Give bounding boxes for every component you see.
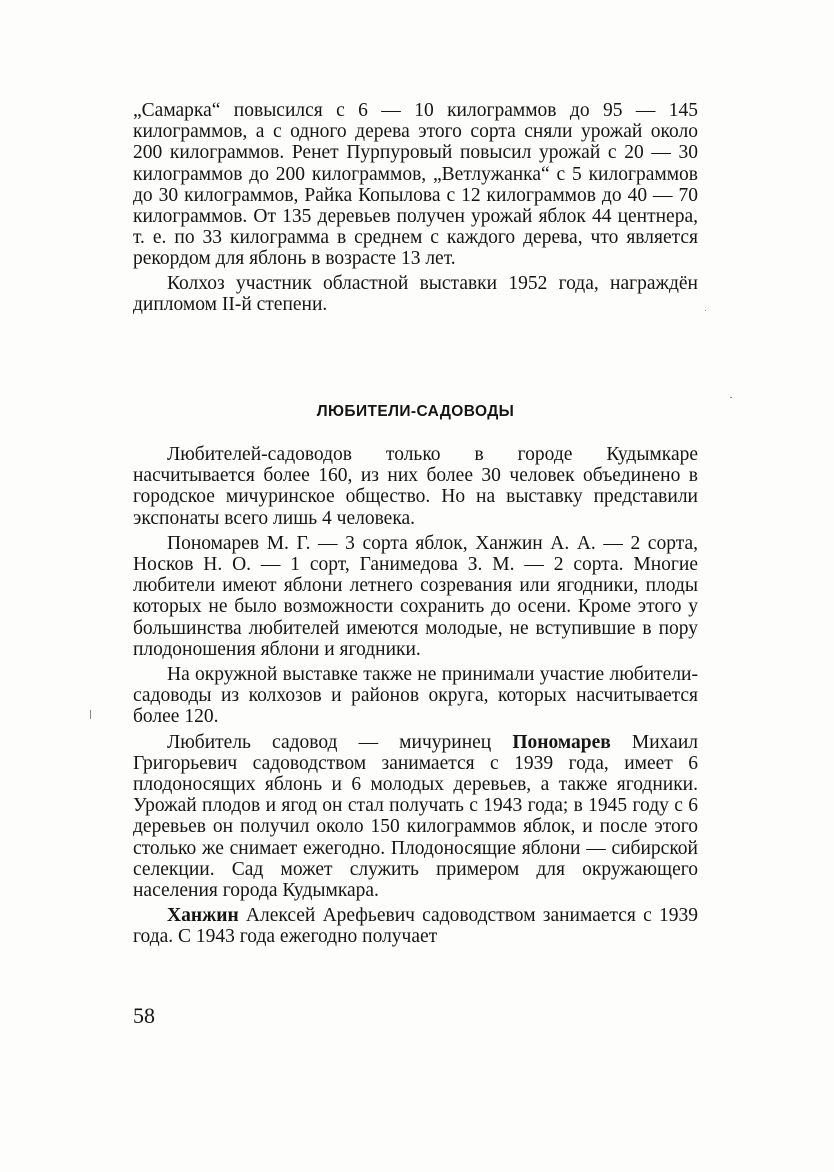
intro-paragraph-2: Колхоз участник областной выставки 1952 года, награждён дипломом II-й степени. bbox=[133, 272, 698, 315]
page-number: 58 bbox=[133, 1003, 155, 1028]
name-khanzhin: Ханжин bbox=[167, 905, 239, 927]
section-heading: ЛЮБИТЕЛИ-САДОВОДЫ bbox=[316, 403, 515, 420]
scan-speck bbox=[705, 310, 706, 311]
body-paragraph-4-prefix: Любитель садовод — мичуринец bbox=[167, 731, 513, 753]
intro-text bbox=[133, 100, 698, 315]
body-text bbox=[133, 444, 698, 948]
body-paragraph-2: Пономарев М. Г. — 3 сорта яблок, Ханжин А. А. — 2 сорта, Носков Н. О. — 1 сорт, Ганимедова З. М. — 2 сорта. Многие любители имеют яблони летнего созревания или ягодники, плоды которых не было возможности сохранить до осени. Кроме этого у большинства любителей имеются молодые, не вступившие в пору плодоношения яблони и ягодники. bbox=[133, 532, 698, 660]
intro-paragraph-1: „Самарка“ повысился с 6 — 10 килограммов до 95 — 145 килограммов, а с одного дерева этого сорта сняли урожай около 200 килограммов. Ренет Пурпуровый повысил урожай с 20 — 30 килограммов до 200 килограммов, „Ветлужанка“ с 5 килограммов до 30 килограммов, Райка Копылова с 12 килограммов до 40 — 70 килограммов. От 135 деревьев получен урожай яблок 44 центнера, т. е. по 33 килограмма в среднем с каждого дерева, что является рекордом для яблонь в возрасте 13 лет. bbox=[133, 100, 698, 270]
body-paragraph-4 bbox=[133, 732, 698, 902]
name-ponomarev: Пономарев bbox=[512, 731, 611, 753]
body-paragraph-5 bbox=[133, 905, 698, 947]
body-paragraph-1: Любителей-садоводов только в городе Кудымкаре насчитывается более 160, из них более 30 человек объединено в городское мичуринское общество. Но на выставку представили экспонаты всего лишь 4 человека. bbox=[133, 444, 698, 529]
body-paragraph-4-rest: Михаил Григорьевич садоводством занимается с 1939 года, имеет 6 плодоносящих яблонь и 6 молодых деревьев, а также ягодники. Урожай плодов и ягод он стал получать с 1943 года; в 1945 году с 6 деревьев он получил около 150 килограммов яблок, и после этого столько же снимает ежегодно. Плодоносящие яблони — сибирской селекции. Сад может служить примером для окружающего населения города Кудымкара. bbox=[133, 731, 698, 902]
margin-mark bbox=[90, 710, 91, 719]
body-paragraph-3: На окружной выставке также не принимали участие любители-садоводы из колхозов и районов округа, которых насчитывается более 120. bbox=[133, 664, 698, 728]
scan-speck bbox=[730, 397, 732, 398]
body-paragraph-5-rest: Алексей Арефьевич садоводством занимается с 1939 года. С 1943 года ежегодно получает bbox=[133, 905, 698, 948]
